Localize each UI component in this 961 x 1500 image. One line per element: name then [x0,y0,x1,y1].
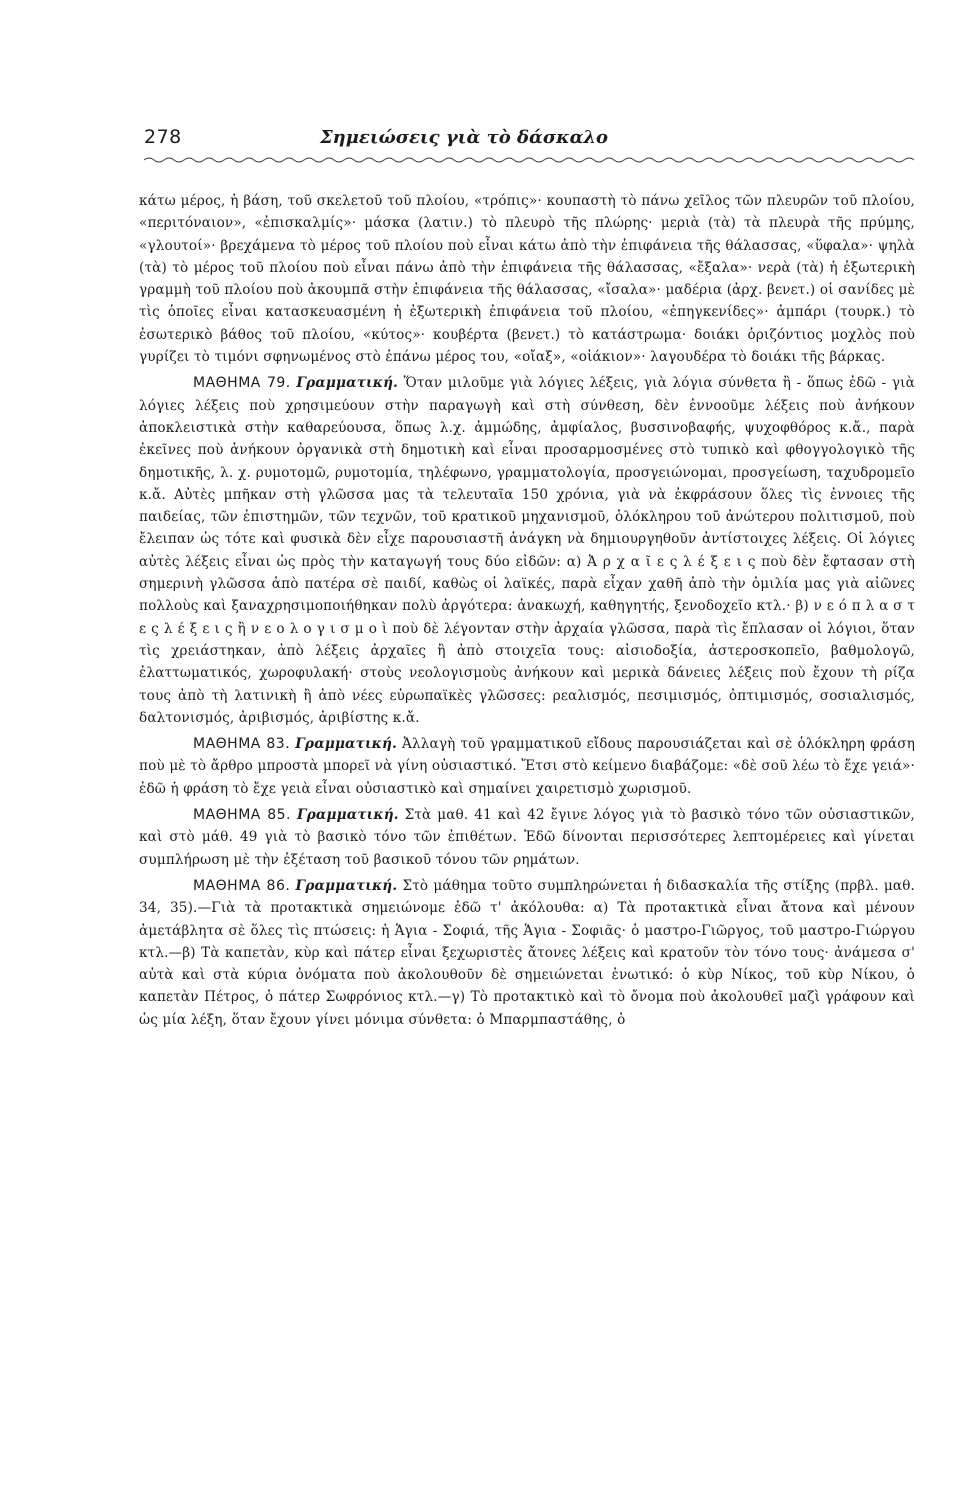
paragraph-text: Ἀλλαγὴ τοῦ γραμματικοῦ εἴδους παρουσιάζεται καὶ σὲ ὁλόκληρη φράση ποὺ μὲ τὸ ἄρθρο μπροστὰ μπορεῖ νὰ γίνη οὐσιαστικό. Ἔτσι στὸ κείμενο διαβάζομε: «δὲ σοῦ λέω τὸ ἔχε γειά»· ἐδῶ ἡ φράση τὸ ἔχε γειὰ εἶναι οὐσιαστικὸ καὶ σημαίνει χαιρετισμὸ χωρισμοῦ. [139,736,915,797]
lesson-topic: Γραμματική. [296,807,399,824]
paragraph-lesson-83 [139,733,915,800]
page-header [144,126,824,160]
running-title: Σημειώσεις γιὰ τὸ δάσκαλο [319,127,609,148]
paragraph-lesson-79 [139,372,915,729]
decorative-wavy-rule [144,156,916,164]
paragraph-ship-terms [139,190,915,368]
paragraph-text: Στὸ μάθημα τοῦτο συμπληρώνεται ἡ διδασκαλία τῆς στίξης (πρβλ. μαθ. 34, 35).—Γιὰ τὰ προτακτικὰ σημειώνομε ἐδῶ τ' ἀκόλουθα: α) Τὰ προτακτικὰ εἶναι ἄτονα καὶ μένουν ἀμετάβλητα σὲ ὅλες τὶς πτώσεις: ἡ Ἁγια - Σοφιά, τῆς Ἁγια - Σοφιᾶς· ὁ μαστρο-Γιῶργος, τοῦ μαστρο-Γιώργου κτλ.—β) Τὰ καπετὰν, κὺρ καὶ πάτερ εἶναι ξεχωριστὲς ἄτονες λέξεις καὶ κρατοῦν τὸν τόνο τους· ἀνάμεσα σ' αὐτὰ καὶ στὰ κύρια ὀνόματα ποὺ ἀκολουθοῦν δὲ σημειώνεται ἑνωτικό: ὁ κὺρ Νίκος, τοῦ κὺρ Νίκου, ὁ καπετὰν Πέτρος, ὁ πάτερ Σωφρόνιος κτλ.—γ) Τὸ προτακτικὸ καὶ τὸ ὄνομα ποὺ ἀκολουθεῖ μαζὶ γράφουν καὶ ὡς μία λέξη, ὅταν ἔχουν γίνει μόνιμα σύνθετα: ὁ Μπαρμπαστάθης, ὁ [139,877,915,1028]
paragraph-text: κάτω μέρος, ἡ βάση, τοῦ σκελετοῦ τοῦ πλοίου, «τρόπις»· κουπαστὴ τὸ πάνω χεῖλος τῶν πλευρῶν τοῦ πλοίου, «περιτόναιον», «ἐπισκαλμίς»· μάσκα (λατιν.) τὸ πλευρὸ τῆς πλώρης· μεριὰ (τὰ) τὰ πλευρὰ τῆς πρύμης, «γλουτοί»· βρεχάμενα τὸ μέρος τοῦ πλοίου ποὺ εἶναι κάτω ἀπὸ τὴν ἐπιφάνεια τῆς θάλασσας, «ὕφαλα»· ψηλὰ (τὰ) τὸ μέρος τοῦ πλοίου ποὺ εἶναι πάνω ἀπὸ τὴν ἐπιφάνεια τῆς θάλασσας, «ἔξαλα»· νερὰ (τὰ) ἡ ἐξωτερικὴ γραμμὴ τοῦ πλοίου ποὺ ἀκουμπᾶ στὴν ἐπιφάνεια τῆς θάλασσας, «ἴσαλα»· μαδέρια (ἀρχ. βενετ.) οἱ σανίδες μὲ τὶς ὁποῖες εἶναι κατασκευασμένη ἡ ἐξωτερικὴ ἐπιφάνεια τοῦ πλοίου, «ἐπηγκενίδες»· ἀμπάρι (τουρκ.) τὸ ἐσωτερικὸ βάθος τοῦ πλοίου, «κύτος»· κουβέρτα (βενετ.) τὸ κατάστρωμα· δοιάκι ὁριζόντιος μοχλὸς ποὺ γυρίζει τὸ τιμόνι σφηνωμένος στὸ ἐπάνω μέρος του, «οἴαξ», «οἰάκιον»· λαγουδέρα τὸ δοιάκι τῆς βάρκας. [139,193,915,366]
paragraph-lesson-85 [139,804,915,871]
paragraph-text: Ὅταν μιλοῦμε γιὰ λόγιες λέξεις, γιὰ λόγια σύνθετα ἢ - ὅπως ἐδῶ - γιὰ λόγιες λέξεις ποὺ χρησιμεύουν στὴν παραγωγὴ καὶ στὴ σύνθεση, δὲν ἐννοοῦμε λέξεις ποὺ ἀνήκουν ἀποκλειστικὰ στὴν καθαρεύουσα, ὅπως λ.χ. ἀμμώδης, ἀμφίαλος, βυσσινοβαφής, ψυχοφθόρος κ.ἄ., παρὰ ἐκεῖνες ποὺ ἀνήκουν ὀργανικὰ στὴ δημοτικὴ καὶ εἶναι προσαρμοσμένες στὸ τυπικὸ καὶ φθογγολογικὸ τῆς δημοτικῆς, λ. χ. ρυμοτομῶ, ρυμοτομία, τηλέφωνο, γραμματολογία, προσγειώνομαι, προσγείωση, ταχυδρομεῖο κ.ἄ. Αὐτὲς μπῆκαν στὴ γλῶσσα μας τὰ τελευταῖα 150 χρόνια, γιὰ νὰ ἐκφράσουν ὅλες τὶς ἐννοιες τῆς παιδείας, τῶν ἐπιστημῶν, τῶν τεχνῶν, τοῦ κρατικοῦ μηχανισμοῦ, ὁλόκληρου τοῦ ἀνώτερου πολιτισμοῦ, ποὺ ἔλειπαν ὡς τότε καὶ φυσικὰ δὲν εἶχε παρουσιαστῆ ἀνάγκη νὰ δημιουργηθοῦν ἀντίστοιχες λέξεις. Οἱ λόγιες αὐτὲς λέξεις εἶναι ὡς πρὸς τὴν καταγωγή τους δύο εἰδῶν: α) Ἀ ρ χ α ῖ ε ς λ έ ξ ε ι ς ποὺ δὲν ἔφτασαν στὴ σημερινὴ γλῶσσα ἀπὸ πατέρα σὲ παιδί, καθὼς οἱ λαϊκές, παρὰ εἶχαν χαθῆ ἀπὸ τὴν ὁμιλία μας γιὰ αἰῶνες πολλοὺς καὶ ξαναχρησιμοποιήθηκαν πολὺ ἀργότερα: ἀνακωχή, καθηγητής, ξενοδοχεῖο κτλ.· β) ν ε ό π λ α σ τ ε ς λ έ ξ ε ι ς ἢ ν ε ο λ ο γ ι σ μ ο ὶ ποὺ δὲ λέγονταν στὴν ἀρχαία γλῶσσα, παρὰ τὶς ἔπλασαν οἱ λόγιοι, ὅταν τὶς χρειάστηκαν, ἀπὸ λέξεις ἀρχαῖες ἢ ἀπὸ στοιχεῖα τους: αἰσιοδοξία, ἀστεροσκοπεῖο, βαθμολογῶ, ἐλαττωματικός, χωροφυλακή· στοὺς νεολογισμοὺς ἀνήκουν καὶ μερικὰ δάνειες λέξεις ποὺ ἔχουν τὴ ρίζα τους ἀπὸ τὴ λατινικὴ ἢ ἀπὸ νέες εὐρωπαϊκὲς γλῶσσες: ρεαλισμός, πεσιμισμός, ὀπτιμισμός, σοσιαλισμός, δαλτονισμός, ἀριβισμός, ἀριβίστης κ.ἄ. [139,375,915,726]
lesson-topic: Γραμματική. [295,736,397,753]
lesson-topic: Γραμματική. [296,375,399,392]
lesson-topic: Γραμματική. [295,877,398,894]
lesson-label: ΜΑΘΗΜΑ 83. [193,736,291,753]
paragraph-lesson-86 [139,875,915,1031]
lesson-label: ΜΑΘΗΜΑ 86. [193,877,291,894]
paragraph-text: Στὰ μαθ. 41 καὶ 42 ἔγινε λόγος γιὰ τὸ βασικὸ τόνο τῶν οὐσιαστικῶν, καὶ στὸ μάθ. 49 γιὰ τὸ βασικὸ τόνο τῶν ἐπιθέτων. Ἐδῶ δίνονται περισσότερες λεπτομέρειες καὶ γίνεται συμπλήρωση μὲ τὴν ἐξέταση τοῦ βασικοῦ τόνου τῶν ρημάτων. [139,807,915,868]
lesson-label: ΜΑΘΗΜΑ 79. [193,375,291,392]
lesson-label: ΜΑΘΗΜΑ 85. [193,807,292,824]
page-number: 278 [144,126,182,148]
body-text [139,190,915,1031]
